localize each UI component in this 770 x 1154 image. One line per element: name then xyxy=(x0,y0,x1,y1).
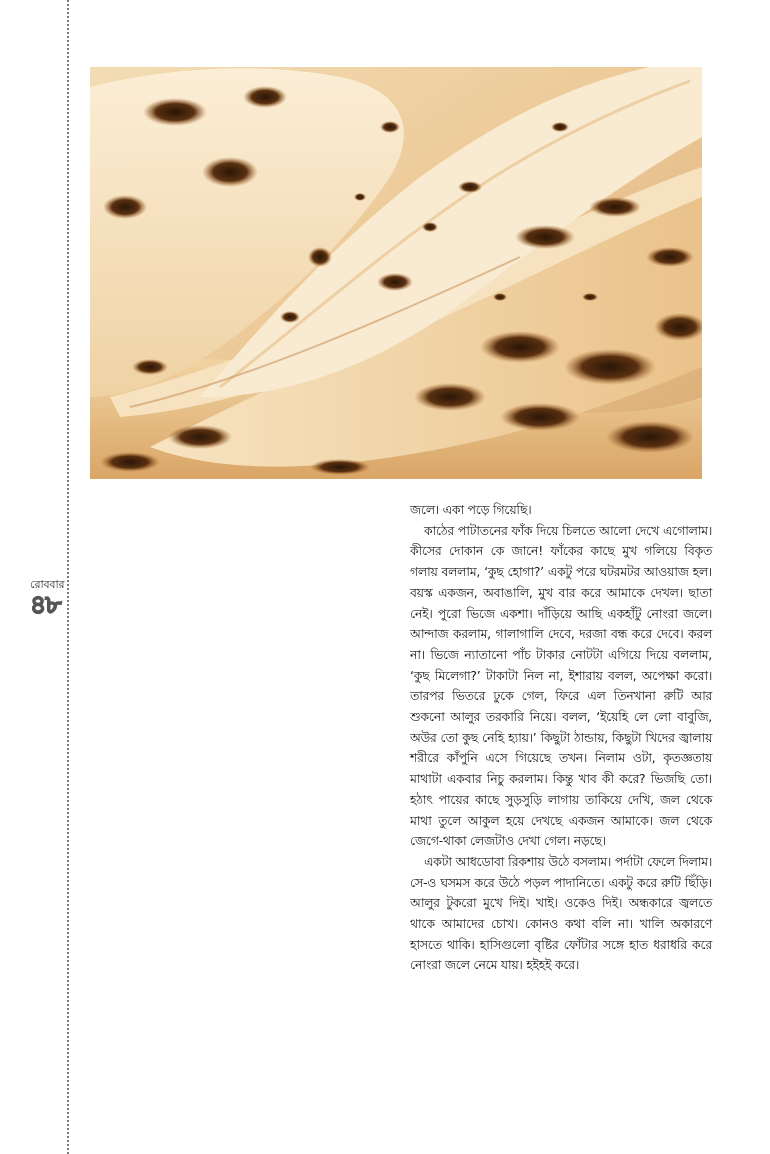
article-paragraph-3: একটা আধডোবা রিকশায় উঠে বসলাম। পর্দাটা ফেলে দিলাম। সে-ও ঘসমস করে উঠে পড়ল পাদানিতে। একটু করে রুটি ছিঁড়ি। আলুর টুকরো মুখে দিই। খাই। ওকেও দিই। অন্ধকারে জ্বলতে থাকে আমাদের চোখ। কোনও কথা বলি না। খালি অকারণে হাসতে থাকি। হাসিগুলো বৃষ্টির ফোঁটার সঙ্গে হাত ধরাধরি করে নোংরা জলে নেমে যায়। হইহই করে। xyxy=(410,853,712,973)
folio-label: রোববার xyxy=(30,578,65,591)
margin-dotted-rule xyxy=(67,0,69,1154)
page-folio xyxy=(30,578,66,618)
flatbread-illustration xyxy=(90,67,702,479)
article-body xyxy=(410,500,712,976)
article-paragraph-1: জলে। একা পড়ে গিয়েছি। xyxy=(410,502,532,517)
article-paragraph-2: কাঠের পাটাতনের ফাঁক দিয়ে চিলতে আলো দেখে এগোলাম। কীসের দোকান কে জানে! ফাঁকের কাছে মুখ গলিয়ে বিকৃত গলায় বললাম, ‘কুছ হোগা?’ একটু পরে ঘটরমটর আওয়াজ হল। বয়স্ক একজন, অবাঙালি, মুখ বার করে আমাকে দেখল। ছাতা নেই। পুরো ভিজে একশা। দাঁড়িয়ে আছি একহাঁটু নোংরা জলে। আন্দাজ করলাম, গালাগালি দেবে, দরজা বন্ধ করে দেবে। করল না। ভিজে ন্যাতানো পাঁচ টাকার নোটটা এগিয়ে দিয়ে বললাম, ‘কুছ মিলেগা?’ টাকাটা নিল না, ইশারায় বলল, অপেক্ষা করো। তারপর ভিতরে ঢুকে গেল, ফিরে এল তিনখানা রুটি আর শুকনো আলুর তরকারি নিয়ে। বলল, ‘ইয়েহি লে লো বাবুজি, অউর তো কুছ নেহি হ্যায়।’ কিছুটা ঠান্ডায়, কিছুটা খিদের জ্বালায় শরীরে কাঁপুনি এসে গিয়েছে তখন। নিলাম ওটা, কৃতজ্ঞতায় মাথাটা একবার নিচু করলাম। কিন্তু খাব কী করে? ভিজছি তো। হঠাৎ পায়ের কাছে সুড়সুড়ি লাগায় তাকিয়ে দেখি, জল থেকে মাথা তুলে আকুল হয়ে দেখছে একজন আমাকে। জল থেকে জেগে-থাকা লেজটাও দেখা গেল। নড়ছে। xyxy=(410,522,712,849)
flatbread-photo xyxy=(90,67,702,479)
page-number: ৪৮ xyxy=(30,590,61,619)
